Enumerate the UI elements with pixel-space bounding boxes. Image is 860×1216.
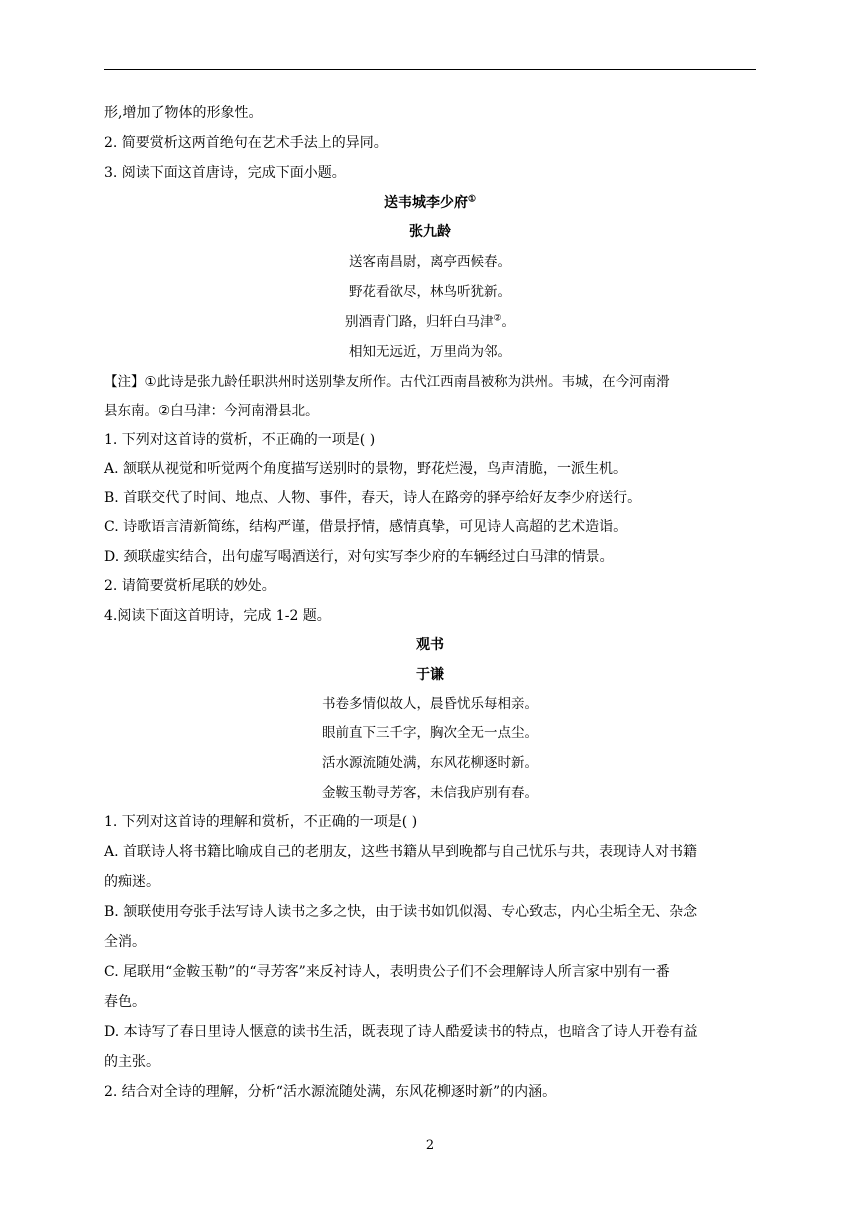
option-text: C. 尾联用“金鞍玉勒”的“寻芳客”来反衬诗人，表明贵公子们不会理解诗人所言家中别有一番 <box>104 964 670 980</box>
question-text: 2. 简要赏析这两首绝句在艺术手法上的异同。 <box>104 135 388 151</box>
question-text: 2. 结合对全诗的理解，分析“活水源流随处满，东风花柳逐时新”的内涵。 <box>104 1084 557 1100</box>
poem-author: 于谦 <box>416 667 444 683</box>
footnote-mark: ① <box>467 194 477 205</box>
option-text: A. 颔联从视觉和听觉两个角度描写送别时的景物，野花烂漫，鸟声清脆，一派生机。 <box>104 461 628 477</box>
option-text: D. 颈联虚实结合，出句虚写喝酒送行，对句实写李少府的车辆经过白马津的情景。 <box>104 549 614 565</box>
option-text: A. 首联诗人将书籍比喻成自己的老朋友，这些书籍从早到晚都与自己忧乐与共，表现诗人对书籍 <box>104 844 698 860</box>
section-heading: 4.阅读下面这首明诗，完成 1-2 题。 <box>104 608 331 624</box>
poem-line: 送客南昌尉，离亭西候春。 <box>349 254 511 270</box>
option-text: B. 首联交代了时间、地点、人物、事件，春天，诗人在路旁的驿亭给好友李少府送行。 <box>104 490 642 506</box>
option-text: 春色。 <box>104 994 146 1010</box>
option-text: 的主张。 <box>104 1054 160 1070</box>
option-text: 的痴迷。 <box>104 874 160 890</box>
text-line: 形,增加了物体的形象性。 <box>104 105 263 121</box>
poem-line <box>104 312 756 332</box>
poem-line: 金鞍玉勒寻芳客，未信我庐别有春。 <box>322 785 538 801</box>
poem-title-text: 送韦城李少府 <box>383 195 468 211</box>
page-number: 2 <box>425 1138 435 1153</box>
poem-title <box>104 193 756 213</box>
section-heading: 3. 阅读下面这首唐诗，完成下面小题。 <box>104 165 346 181</box>
question-text: 2. 请简要赏析尾联的妙处。 <box>104 578 276 594</box>
poem-line-text: 别酒青门路，归轩白马津 <box>344 314 494 330</box>
poem-line: 野花看欲尽，林鸟听犹新。 <box>349 284 511 300</box>
footnote-mark: ② <box>493 313 502 324</box>
poem-line: 相知无远近，万里尚为邻。 <box>349 344 511 360</box>
option-text: 全消。 <box>104 934 146 950</box>
poem-author: 张九龄 <box>409 224 451 240</box>
poem-line-end: 。 <box>501 314 516 330</box>
poem-line: 眼前直下三千字，胸次全无一点尘。 <box>322 725 538 741</box>
poem-line: 书卷多情似故人，晨昏忧乐每相亲。 <box>322 696 538 712</box>
note-text: 县东南。②白马津：今河南滑县北。 <box>104 403 319 419</box>
header-rule <box>104 69 756 70</box>
question-text: 1. 下列对这首诗的理解和赏析，不正确的一项是( ) <box>104 814 418 830</box>
note-text: 【注】①此诗是张九龄任职洪州时送别挚友所作。古代江西南昌被称为洪州。韦城，在今河南滑 <box>104 374 670 390</box>
question-text: 1. 下列对这首诗的赏析，不正确的一项是( ) <box>104 432 376 448</box>
option-text: D. 本诗写了春日里诗人惬意的读书生活，既表现了诗人酷爱读书的特点，也暗含了诗人开卷有益 <box>104 1024 698 1040</box>
option-text: B. 颔联使用夸张手法写诗人读书之多之快，由于读书如饥似渴、专心致志，内心尘垢全无、杂念 <box>104 904 698 920</box>
option-text: C. 诗歌语言清新简练，结构严谨，借景抒情，感情真挚，可见诗人高超的艺术造诣。 <box>104 519 628 535</box>
poem-line: 活水源流随处满，东风花柳逐时新。 <box>322 755 538 771</box>
poem-title: 观书 <box>416 637 444 653</box>
